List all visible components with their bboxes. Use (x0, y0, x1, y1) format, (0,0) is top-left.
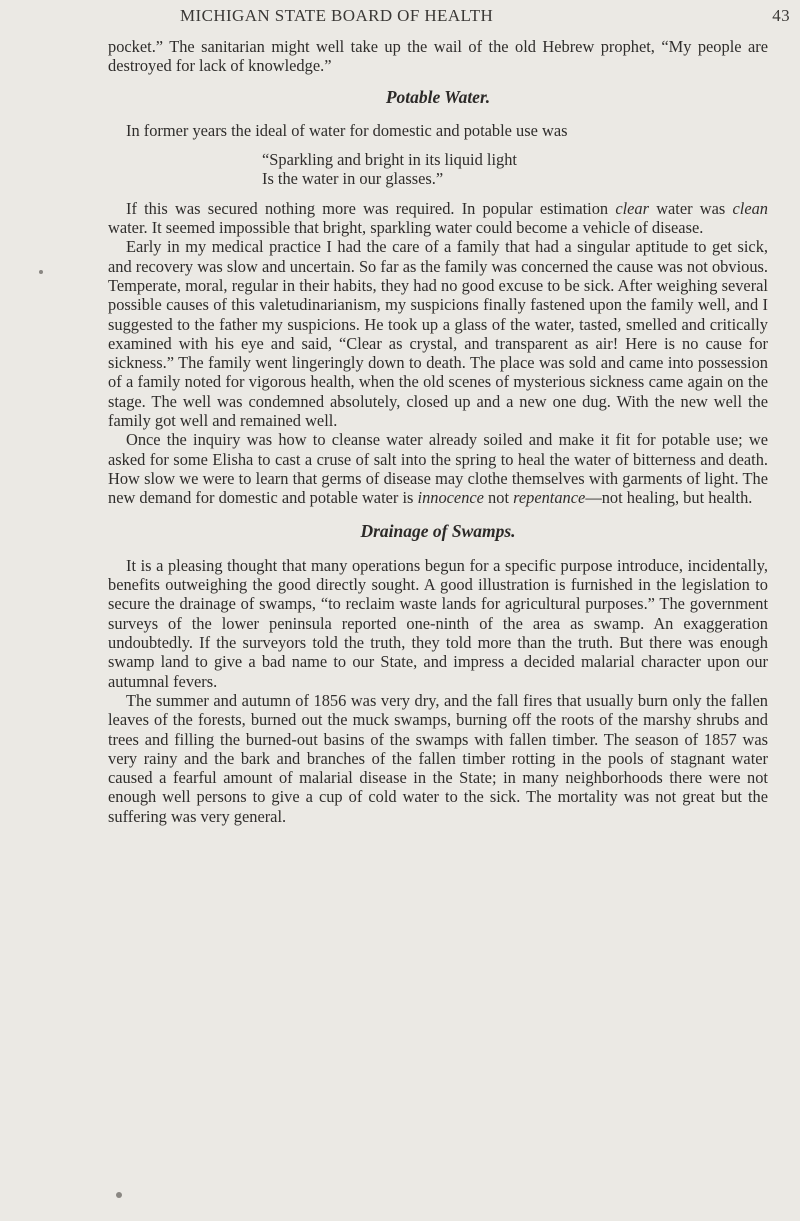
paragraph-family-well: Early in my medical practice I had the care of a family that had a singular aptitude to get sick, and recovery was slow and uncertain. So far as the family was concerned the cause was not obvious. Temperate, moral, regular in their habits, they had no good excuse to be sick. After weighing several possible causes of this valetudinarianism, my suspicions finally fastened upon the family well, and I suggested to the father my suspicions. He took up a glass of the water, tasted, smelled and critically examined with his eye and said, “Clear as crystal, and transparent as air! Here is no cause for sickness.” The family went lingeringly down to death. The place was sold and came into possession of a family noted for vigorous health, when the old scenes of mysterious sickness came again on the stage. The well was condemned absolutely, closed up and a new one dug. With the new well the family got well and remained well. (108, 237, 768, 431)
verse-line-1: “Sparkling and bright in its liquid light (262, 150, 517, 170)
text-run: water. It seemed impossible that bright, sparkling water could become a vehicle of disease. (108, 218, 704, 238)
text-run: not (483, 488, 514, 508)
verse-quote (262, 150, 768, 189)
text-run: If this was secured nothing more was required. In popular estimation (126, 198, 616, 218)
text-run: —not healing, but health. (585, 488, 753, 508)
italic-clear: clear (615, 198, 649, 218)
italic-innocence: innocence (417, 488, 484, 508)
body-text (108, 37, 768, 826)
paragraph-clear-water (108, 199, 768, 238)
paragraph-continuation: pocket.” The sanitarian might well take up the wail of the old Hebrew prophet, “My people are destroyed for lack of knowledge.” (108, 37, 768, 76)
running-title: MICHIGAN STATE BOARD OF HEALTH (180, 6, 494, 25)
italic-repentance: repentance (513, 488, 586, 508)
text-run: Once the inquiry was how to cleanse water already soiled and make it fit for potable use; we asked for some Elisha to cast a cruse of salt into the spring to heal the water of bitterness and death. How slow we were to learn that germs of disease may clothe themselves with garments of light. The new demand for domestic and potable water is (108, 430, 768, 508)
running-header (100, 6, 790, 32)
page-number: 43 (772, 6, 790, 25)
paragraph-1856-season: The summer and autumn of 1856 was very dry, and the fall fires that usually burn only the fallen leaves of the forests, burned out the muck swamps, burning off the roots of the marshy shrubs and trees and filling the burned-out basins of the swamps with fallen timber. The season of 1857 was very rainy and the bark and branches of the fallen timber rotting in the pools of stagnant water caused a fearful amount of malarial disease in the State; in many neighborhoods there were not enough well persons to give a cup of cold water to the sick. The mortality was not great but the suffering was very general. (108, 690, 768, 826)
section-heading-drainage: Drainage of Swamps. (360, 520, 516, 541)
italic-clean: clean (732, 198, 768, 218)
paragraph-drainage: It is a pleasing thought that many operations begun for a specific purpose introduce, incidentally, benefits outweighing the good directly sought. A good illustration is furnished in the legislation to secure the drainage of swamps, “to reclaim waste lands for agricultural purposes.” The government surveys of the lower peninsula reported one-ninth of the area as swamp. An exaggeration undoubtedly. If the surveyors told the truth, they told more than the truth. But there was enough swamp land to give a bad name to our State, and impress a decided malarial character upon our autumnal fevers. (108, 555, 768, 691)
text-run: water was (649, 198, 733, 218)
verse-line-2: Is the water in our glasses.” (262, 169, 444, 189)
section-heading-potable-water: Potable Water. (385, 86, 491, 107)
paper-speck (116, 1192, 122, 1198)
paragraph-intro: In former years the ideal of water for domestic and potable use was (126, 120, 568, 140)
paper-speck (39, 270, 43, 274)
paragraph-innocence (108, 430, 768, 507)
